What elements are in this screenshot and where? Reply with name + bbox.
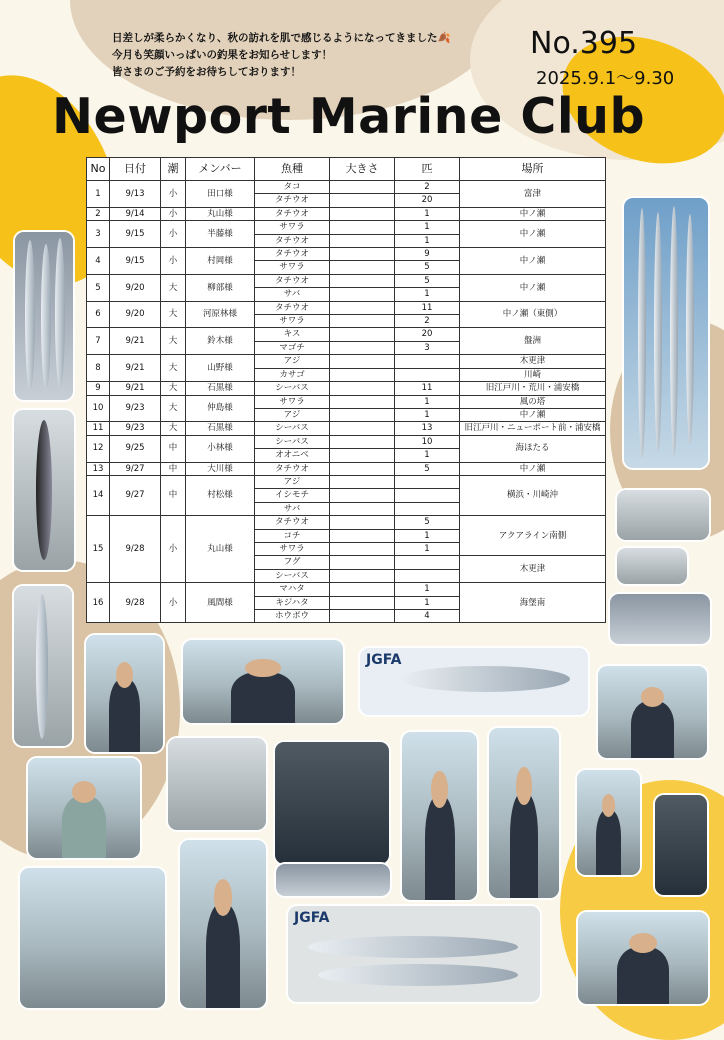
cell-place: 木更津 <box>460 556 606 583</box>
fish-shape <box>308 936 518 958</box>
cell-member: 風間様 <box>186 583 255 623</box>
cell-count <box>395 475 460 488</box>
cell-place: 中ノ瀬 <box>460 462 606 475</box>
cell-count: 5 <box>395 462 460 475</box>
photo-tachiuo-right <box>624 198 708 468</box>
header-no: No <box>87 158 110 181</box>
cell-fish: ホウボウ <box>255 610 330 623</box>
table-body <box>87 181 606 623</box>
cell-size <box>330 207 395 220</box>
cell-count: 1 <box>395 583 460 596</box>
table-row <box>87 382 606 395</box>
cell-fish: カサゴ <box>255 368 330 381</box>
cell-date: 9/21 <box>110 355 161 382</box>
photo-angler-3 <box>598 666 707 758</box>
cell-tide: 中 <box>161 462 186 475</box>
photo-fish-left-2 <box>14 410 74 570</box>
photo-group-2 <box>20 868 165 1008</box>
cell-no: 10 <box>87 395 110 422</box>
cell-size <box>330 355 395 368</box>
cell-count: 4 <box>395 610 460 623</box>
cell-size <box>330 462 395 475</box>
cell-tide: 小 <box>161 221 186 248</box>
cell-place: 海堡南 <box>460 583 606 623</box>
person-figure <box>617 947 669 1004</box>
cell-member: 大川様 <box>186 462 255 475</box>
cell-count: 5 <box>395 274 460 287</box>
cell-date: 9/23 <box>110 422 161 435</box>
cell-fish: シーバス <box>255 435 330 448</box>
cell-no: 4 <box>87 248 110 275</box>
cell-fish: タチウオ <box>255 462 330 475</box>
person-figure <box>206 904 240 1008</box>
table-row <box>87 328 606 341</box>
cell-no: 6 <box>87 301 110 328</box>
header-date: 日付 <box>110 158 161 181</box>
table-row <box>87 248 606 261</box>
cell-fish: マゴチ <box>255 341 330 354</box>
table-row <box>87 181 606 194</box>
cell-no: 8 <box>87 355 110 382</box>
cell-member: 丸山様 <box>186 207 255 220</box>
fish-shape <box>41 244 51 389</box>
cell-tide: 大 <box>161 382 186 395</box>
cell-place: 中ノ瀬 <box>460 221 606 248</box>
intro-text <box>112 30 451 81</box>
cell-no: 1 <box>87 181 110 208</box>
cell-tide: 小 <box>161 207 186 220</box>
header-member: メンバー <box>186 158 255 181</box>
cell-fish: タチウオ <box>255 301 330 314</box>
cell-member: 河原林様 <box>186 301 255 328</box>
header-place: 場所 <box>460 158 606 181</box>
cell-tide: 大 <box>161 301 186 328</box>
person-figure <box>109 679 140 752</box>
cell-size <box>330 489 395 502</box>
table-row <box>87 516 606 529</box>
cell-place: 風の塔 <box>460 395 606 408</box>
cell-no: 14 <box>87 475 110 515</box>
header-tide: 潮 <box>161 158 186 181</box>
cell-size <box>330 261 395 274</box>
photo-cooler-1 <box>617 490 709 540</box>
person-head <box>214 879 233 916</box>
cell-member: 半藤様 <box>186 221 255 248</box>
cell-fish: シーバス <box>255 422 330 435</box>
cell-count: 1 <box>395 221 460 234</box>
table-row <box>87 583 606 596</box>
cell-count: 11 <box>395 301 460 314</box>
cell-count: 3 <box>395 341 460 354</box>
cell-size <box>330 382 395 395</box>
cell-date: 9/28 <box>110 516 161 583</box>
cell-fish: アジ <box>255 475 330 488</box>
photo-tachiuo-left <box>15 232 73 400</box>
person-head <box>245 659 280 677</box>
cell-size <box>330 516 395 529</box>
photo-angler-9 <box>578 912 708 1004</box>
jgfa-label: JGFA <box>366 652 402 668</box>
cell-tide: 大 <box>161 355 186 382</box>
cell-size <box>330 610 395 623</box>
cell-fish: サワラ <box>255 542 330 555</box>
fish-shape <box>686 214 694 444</box>
cell-fish: サワラ <box>255 315 330 328</box>
cell-date: 9/23 <box>110 395 161 422</box>
issue-number: No.395 <box>530 26 638 61</box>
cell-tide: 中 <box>161 475 186 515</box>
cell-size <box>330 542 395 555</box>
cell-member: 田口様 <box>186 181 255 208</box>
cell-count: 9 <box>395 248 460 261</box>
person-figure <box>631 701 675 758</box>
cell-place: 海ほたる <box>460 435 606 462</box>
cell-size <box>330 583 395 596</box>
cell-date: 9/15 <box>110 221 161 248</box>
cell-fish: サバ <box>255 502 330 515</box>
cell-fish: マハタ <box>255 583 330 596</box>
table-row <box>87 355 606 368</box>
photo-cooler-2 <box>617 548 687 584</box>
photo-angler-1 <box>86 635 163 752</box>
table-row <box>87 395 606 408</box>
cell-date: 9/20 <box>110 274 161 301</box>
cell-fish: シーバス <box>255 382 330 395</box>
intro-line: 今月も笑顔いっぱいの釣果をお知らせします！ <box>112 49 333 61</box>
cell-size <box>330 368 395 381</box>
header-size: 大きさ <box>330 158 395 181</box>
cell-fish: シーバス <box>255 569 330 582</box>
cell-size <box>330 422 395 435</box>
table-row <box>87 435 606 448</box>
cell-size <box>330 475 395 488</box>
cell-place: アクアライン南側 <box>460 516 606 556</box>
cell-size <box>330 529 395 542</box>
person-head <box>72 781 97 803</box>
person-figure <box>425 796 455 900</box>
fish-shape <box>654 212 662 452</box>
cell-fish: コチ <box>255 529 330 542</box>
cell-fish: サワラ <box>255 221 330 234</box>
photo-angler-4 <box>28 758 140 858</box>
photo-angler-2 <box>183 640 343 723</box>
table-row <box>87 475 606 488</box>
cell-tide: 大 <box>161 395 186 422</box>
intro-line: 日差しが柔らかくなり、秋の訪れを肌で感じるようになってきました🍂 <box>112 32 451 44</box>
person-figure <box>510 793 538 898</box>
person-figure <box>596 810 621 875</box>
cell-size <box>330 288 395 301</box>
person-head <box>116 662 133 688</box>
cell-tide: 小 <box>161 583 186 623</box>
cell-fish: タコ <box>255 181 330 194</box>
cell-count: 20 <box>395 194 460 207</box>
cell-place: 富津 <box>460 181 606 208</box>
fish-shape <box>638 208 646 458</box>
cell-size <box>330 328 395 341</box>
cell-fish: キス <box>255 328 330 341</box>
cell-fish: サワラ <box>255 395 330 408</box>
person-figure <box>62 796 107 858</box>
cell-no: 9 <box>87 382 110 395</box>
cell-fish: フグ <box>255 556 330 569</box>
cell-count: 1 <box>395 395 460 408</box>
cell-count <box>395 556 460 569</box>
cell-size <box>330 341 395 354</box>
cell-count: 1 <box>395 449 460 462</box>
cell-date: 9/21 <box>110 328 161 355</box>
cell-size <box>330 408 395 421</box>
cell-size <box>330 315 395 328</box>
cell-count: 13 <box>395 422 460 435</box>
cell-fish: タチウオ <box>255 234 330 247</box>
cell-member: 丸山様 <box>186 516 255 583</box>
cell-date: 9/27 <box>110 475 161 515</box>
cell-count <box>395 569 460 582</box>
jgfa-label: JGFA <box>294 910 330 926</box>
photo-fish-cooler <box>168 738 266 830</box>
fish-shape <box>36 594 48 739</box>
cell-count: 2 <box>395 181 460 194</box>
photo-jgfa-board-2 <box>288 906 540 1002</box>
cell-fish: タチウオ <box>255 274 330 287</box>
cell-member: 石黒様 <box>186 422 255 435</box>
table-header-row <box>87 158 606 181</box>
fish-shape <box>36 420 52 560</box>
cell-place: 中ノ瀬 <box>460 408 606 421</box>
cell-date: 9/21 <box>110 382 161 395</box>
fish-shape <box>318 964 518 986</box>
cell-size <box>330 221 395 234</box>
cell-count: 1 <box>395 207 460 220</box>
header-fish: 魚種 <box>255 158 330 181</box>
cell-count: 1 <box>395 596 460 609</box>
cell-fish: アジ <box>255 408 330 421</box>
fish-shape <box>25 240 35 390</box>
header-count: 匹 <box>395 158 460 181</box>
cell-size <box>330 435 395 448</box>
cell-size <box>330 274 395 287</box>
cell-size <box>330 449 395 462</box>
photo-group-1 <box>275 742 389 864</box>
cell-tide: 大 <box>161 422 186 435</box>
cell-member: 村松様 <box>186 475 255 515</box>
cell-tide: 中 <box>161 435 186 462</box>
cell-count <box>395 355 460 368</box>
table-row <box>87 207 606 220</box>
photo-fish-left-3 <box>14 586 72 746</box>
table-row <box>87 462 606 475</box>
cell-count <box>395 502 460 515</box>
cell-no: 7 <box>87 328 110 355</box>
cell-place: 中ノ瀬 <box>460 207 606 220</box>
cell-member: 山野様 <box>186 355 255 382</box>
cell-no: 15 <box>87 516 110 583</box>
cell-member: 小林様 <box>186 435 255 462</box>
photo-angler-5 <box>402 732 477 900</box>
cell-count <box>395 489 460 502</box>
cell-size <box>330 569 395 582</box>
person-figure <box>231 672 295 723</box>
cell-fish: タチウオ <box>255 516 330 529</box>
cell-no: 12 <box>87 435 110 462</box>
cell-fish: オオニベ <box>255 449 330 462</box>
photo-angler-8 <box>180 840 266 1008</box>
catch-table <box>86 157 606 623</box>
person-head <box>516 767 531 804</box>
cell-no: 3 <box>87 221 110 248</box>
cell-place: 中ノ瀬（東側） <box>460 301 606 328</box>
club-title: Newport Marine Club <box>52 88 646 145</box>
person-head <box>431 771 448 808</box>
cell-place: 川崎 <box>460 368 606 381</box>
cell-fish: イシモチ <box>255 489 330 502</box>
table-row <box>87 422 606 435</box>
cell-size <box>330 395 395 408</box>
cell-member: 鈴木様 <box>186 328 255 355</box>
photo-jgfa-board <box>360 648 588 715</box>
cell-no: 2 <box>87 207 110 220</box>
cell-place: 旧江戸川・ニューポート前・浦安橋 <box>460 422 606 435</box>
cell-fish: アジ <box>255 355 330 368</box>
cell-place: 旧江戸川・荒川・浦安橋 <box>460 382 606 395</box>
cell-tide: 小 <box>161 181 186 208</box>
cell-place: 中ノ瀬 <box>460 248 606 275</box>
cell-fish: タチウオ <box>255 207 330 220</box>
cell-count: 10 <box>395 435 460 448</box>
cell-count: 11 <box>395 382 460 395</box>
cell-place: 盤洲 <box>460 328 606 355</box>
cell-count: 2 <box>395 315 460 328</box>
date-range: 2025.9.1～9.30 <box>536 68 675 89</box>
photo-angler-6 <box>489 728 559 898</box>
cell-count: 1 <box>395 542 460 555</box>
cell-count: 1 <box>395 529 460 542</box>
cell-date: 9/27 <box>110 462 161 475</box>
cell-date: 9/13 <box>110 181 161 208</box>
cell-count: 5 <box>395 516 460 529</box>
cell-size <box>330 502 395 515</box>
cell-count: 1 <box>395 288 460 301</box>
cell-count <box>395 368 460 381</box>
cell-size <box>330 248 395 261</box>
cell-count: 1 <box>395 234 460 247</box>
cell-date: 9/28 <box>110 583 161 623</box>
table-row <box>87 274 606 287</box>
cell-tide: 大 <box>161 328 186 355</box>
intro-line: 皆さまのご予約をお待ちしております！ <box>112 66 301 78</box>
cell-fish: タチウオ <box>255 194 330 207</box>
cell-tide: 大 <box>161 274 186 301</box>
photo-fish-catch <box>276 864 390 896</box>
cell-place: 中ノ瀬 <box>460 274 606 301</box>
cell-size <box>330 301 395 314</box>
cell-size <box>330 181 395 194</box>
cell-count: 1 <box>395 408 460 421</box>
cell-date: 9/25 <box>110 435 161 462</box>
photo-angler-7 <box>577 770 640 875</box>
cell-member: 村岡様 <box>186 248 255 275</box>
cell-size <box>330 556 395 569</box>
cell-place: 木更津 <box>460 355 606 368</box>
cell-size <box>330 596 395 609</box>
cell-fish: サバ <box>255 288 330 301</box>
cell-date: 9/20 <box>110 301 161 328</box>
cell-size <box>330 234 395 247</box>
cell-no: 13 <box>87 462 110 475</box>
photo-fish-bucket <box>655 795 707 895</box>
photo-fish-tray <box>610 594 710 644</box>
cell-fish: キジハタ <box>255 596 330 609</box>
cell-date: 9/14 <box>110 207 161 220</box>
cell-tide: 小 <box>161 248 186 275</box>
cell-date: 9/15 <box>110 248 161 275</box>
cell-tide: 小 <box>161 516 186 583</box>
fish-shape <box>670 206 678 456</box>
cell-place: 横浜・川崎沖 <box>460 475 606 515</box>
table-row <box>87 301 606 314</box>
cell-size <box>330 194 395 207</box>
fish-shape <box>400 666 570 692</box>
cell-count: 5 <box>395 261 460 274</box>
fish-shape <box>55 238 65 388</box>
cell-no: 5 <box>87 274 110 301</box>
cell-no: 16 <box>87 583 110 623</box>
cell-fish: サワラ <box>255 261 330 274</box>
table-row <box>87 221 606 234</box>
cell-no: 11 <box>87 422 110 435</box>
cell-member: 石黒様 <box>186 382 255 395</box>
cell-member: 仲島様 <box>186 395 255 422</box>
cell-member: 柳部様 <box>186 274 255 301</box>
cell-count: 20 <box>395 328 460 341</box>
cell-fish: タチウオ <box>255 248 330 261</box>
